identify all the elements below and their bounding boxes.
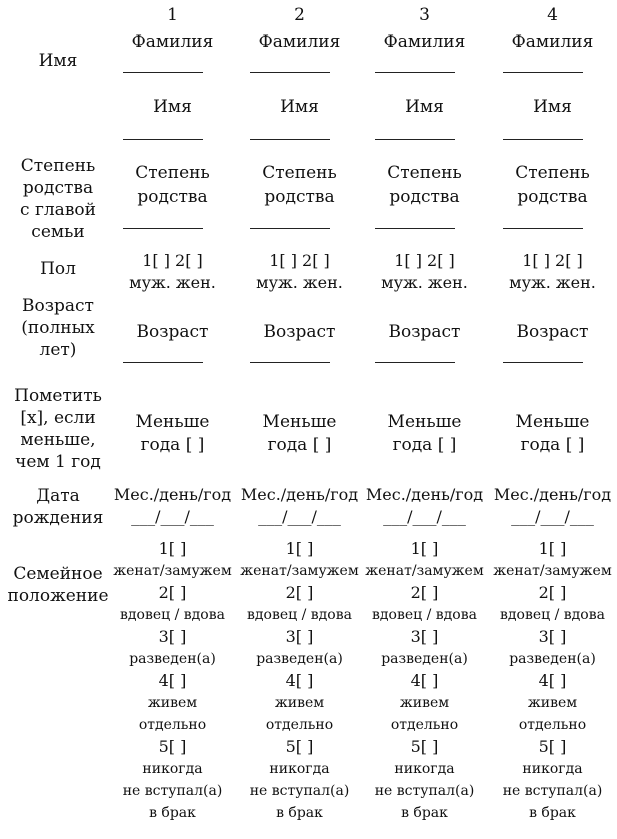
marital-option-2-label: вдовец / вдова	[372, 607, 477, 623]
label-infant: Пометить [x], если меньше, чем 1 год	[14, 386, 102, 472]
infant-checkbox[interactable]: года [ ]	[392, 435, 457, 455]
marital-option-2-label: вдовец / вдова	[247, 607, 352, 623]
birth-format-label: Мес./день/год	[240, 485, 359, 504]
marital-option-5-label: никогда	[142, 761, 203, 777]
sex-checkboxes[interactable]: 1[ ] 2[ ]	[522, 251, 583, 270]
marital-option-4-label: живем	[274, 695, 325, 711]
marital-option-2-checkbox[interactable]: 2[ ]	[158, 583, 187, 602]
marital-option-5-label: не вступал(а)	[122, 783, 223, 799]
marital-option-1-label: женат/замужем	[113, 563, 232, 579]
infant-label: Меньше	[135, 412, 210, 432]
age-label: Возраст	[136, 322, 209, 342]
birth-date-field[interactable]: ___/___/___	[383, 507, 466, 526]
age-field[interactable]	[503, 362, 583, 363]
first-name-field[interactable]	[503, 139, 583, 140]
surname-label: Фамилия	[511, 32, 594, 52]
marital-option-3-checkbox[interactable]: 3[ ]	[285, 627, 314, 646]
relation-label-1: Степень	[515, 163, 590, 183]
first-name-field[interactable]	[250, 139, 330, 140]
label-age: Возраст (полных лет)	[21, 296, 95, 360]
marital-option-5-label: никогда	[269, 761, 330, 777]
infant-label: Меньше	[387, 412, 462, 432]
infant-label: Меньше	[515, 412, 590, 432]
marital-option-4-label: отдельно	[138, 717, 207, 733]
surname-label: Фамилия	[383, 32, 466, 52]
marital-option-1-checkbox[interactable]: 1[ ]	[410, 539, 439, 558]
column-number: 4	[547, 5, 558, 25]
age-label: Возраст	[263, 322, 336, 342]
relation-label-1: Степень	[135, 163, 210, 183]
marital-option-4-label: живем	[399, 695, 450, 711]
marital-option-1-label: женат/замужем	[365, 563, 484, 579]
marital-option-5-label: не вступал(а)	[374, 783, 475, 799]
sex-labels: муж. жен.	[509, 273, 596, 292]
first-name-label: Имя	[405, 97, 444, 117]
marital-option-5-label: никогда	[394, 761, 455, 777]
marital-option-5-checkbox[interactable]: 5[ ]	[285, 737, 314, 756]
marital-option-1-checkbox[interactable]: 1[ ]	[158, 539, 187, 558]
marital-option-5-label: в брак	[149, 805, 196, 821]
relation-label-1: Степень	[387, 163, 462, 183]
marital-option-5-checkbox[interactable]: 5[ ]	[158, 737, 187, 756]
first-name-field[interactable]	[123, 139, 203, 140]
marital-option-4-label: живем	[527, 695, 578, 711]
first-name-label: Имя	[280, 97, 319, 117]
age-label: Возраст	[388, 322, 461, 342]
relation-field[interactable]	[250, 228, 330, 229]
marital-option-2-label: вдовец / вдова	[500, 607, 605, 623]
infant-checkbox[interactable]: года [ ]	[140, 435, 205, 455]
age-label: Возраст	[516, 322, 589, 342]
label-sex: Пол	[40, 259, 76, 279]
birth-format-label: Мес./день/год	[365, 485, 484, 504]
marital-option-1-label: женат/замужем	[493, 563, 612, 579]
label-birth-date: Дата рождения	[12, 486, 104, 528]
sex-checkboxes[interactable]: 1[ ] 2[ ]	[269, 251, 330, 270]
marital-option-1-checkbox[interactable]: 1[ ]	[285, 539, 314, 558]
relation-field[interactable]	[503, 228, 583, 229]
marital-option-5-label: не вступал(а)	[502, 783, 603, 799]
relation-field[interactable]	[375, 228, 455, 229]
relation-label-1: Степень	[262, 163, 337, 183]
marital-option-2-label: вдовец / вдова	[120, 607, 225, 623]
person-column	[362, 0, 487, 839]
surname-field[interactable]	[375, 72, 455, 73]
person-column	[110, 0, 235, 839]
label-name: Имя	[38, 51, 78, 71]
relation-label-2: родства	[137, 187, 208, 207]
marital-option-3-checkbox[interactable]: 3[ ]	[538, 627, 567, 646]
relation-label-2: родства	[389, 187, 460, 207]
marital-option-5-label: в брак	[401, 805, 448, 821]
marital-option-2-checkbox[interactable]: 2[ ]	[538, 583, 567, 602]
birth-format-label: Мес./день/год	[113, 485, 232, 504]
marital-option-5-label: никогда	[522, 761, 583, 777]
label-relation: Степень родства с главой семьи	[20, 156, 96, 242]
marital-option-4-checkbox[interactable]: 4[ ]	[538, 671, 567, 690]
birth-date-field[interactable]: ___/___/___	[511, 507, 594, 526]
age-field[interactable]	[250, 362, 330, 363]
marital-option-3-checkbox[interactable]: 3[ ]	[410, 627, 439, 646]
infant-checkbox[interactable]: года [ ]	[267, 435, 332, 455]
marital-option-5-checkbox[interactable]: 5[ ]	[410, 737, 439, 756]
person-column	[490, 0, 615, 839]
marital-option-3-label: разведен(а)	[381, 651, 468, 667]
age-field[interactable]	[123, 362, 203, 363]
relation-label-2: родства	[264, 187, 335, 207]
marital-option-2-checkbox[interactable]: 2[ ]	[285, 583, 314, 602]
marital-option-5-label: в брак	[276, 805, 323, 821]
person-column	[237, 0, 362, 839]
marital-option-3-label: разведен(а)	[509, 651, 596, 667]
column-number: 2	[294, 5, 305, 25]
marital-option-4-checkbox[interactable]: 4[ ]	[285, 671, 314, 690]
relation-label-2: родства	[517, 187, 588, 207]
marital-option-4-checkbox[interactable]: 4[ ]	[410, 671, 439, 690]
sex-checkboxes[interactable]: 1[ ] 2[ ]	[394, 251, 455, 270]
sex-labels: муж. жен.	[381, 273, 468, 292]
age-field[interactable]	[375, 362, 455, 363]
first-name-label: Имя	[533, 97, 572, 117]
marital-option-5-label: в брак	[529, 805, 576, 821]
column-number: 3	[419, 5, 430, 25]
marital-option-3-checkbox[interactable]: 3[ ]	[158, 627, 187, 646]
marital-option-3-label: разведен(а)	[129, 651, 216, 667]
surname-field[interactable]	[250, 72, 330, 73]
marital-option-1-label: женат/замужем	[240, 563, 359, 579]
surname-field[interactable]	[123, 72, 203, 73]
surname-field[interactable]	[503, 72, 583, 73]
first-name-field[interactable]	[375, 139, 455, 140]
marital-option-2-checkbox[interactable]: 2[ ]	[410, 583, 439, 602]
marital-option-4-label: отдельно	[518, 717, 587, 733]
birth-format-label: Мес./день/год	[493, 485, 612, 504]
surname-label: Фамилия	[131, 32, 214, 52]
marital-option-4-label: отдельно	[390, 717, 459, 733]
marital-option-4-checkbox[interactable]: 4[ ]	[158, 671, 187, 690]
birth-date-field[interactable]: ___/___/___	[258, 507, 341, 526]
sex-checkboxes[interactable]: 1[ ] 2[ ]	[142, 251, 203, 270]
relation-field[interactable]	[123, 228, 203, 229]
marital-option-4-label: живем	[147, 695, 198, 711]
sex-labels: муж. жен.	[256, 273, 343, 292]
first-name-label: Имя	[153, 97, 192, 117]
marital-option-5-checkbox[interactable]: 5[ ]	[538, 737, 567, 756]
marital-option-3-label: разведен(а)	[256, 651, 343, 667]
marital-option-5-label: не вступал(а)	[249, 783, 350, 799]
sex-labels: муж. жен.	[129, 273, 216, 292]
marital-option-1-checkbox[interactable]: 1[ ]	[538, 539, 567, 558]
marital-option-4-label: отдельно	[265, 717, 334, 733]
column-number: 1	[167, 5, 178, 25]
infant-label: Меньше	[262, 412, 337, 432]
surname-label: Фамилия	[258, 32, 341, 52]
infant-checkbox[interactable]: года [ ]	[520, 435, 585, 455]
birth-date-field[interactable]: ___/___/___	[131, 507, 214, 526]
label-marital-status: Семейное положение	[7, 564, 109, 606]
